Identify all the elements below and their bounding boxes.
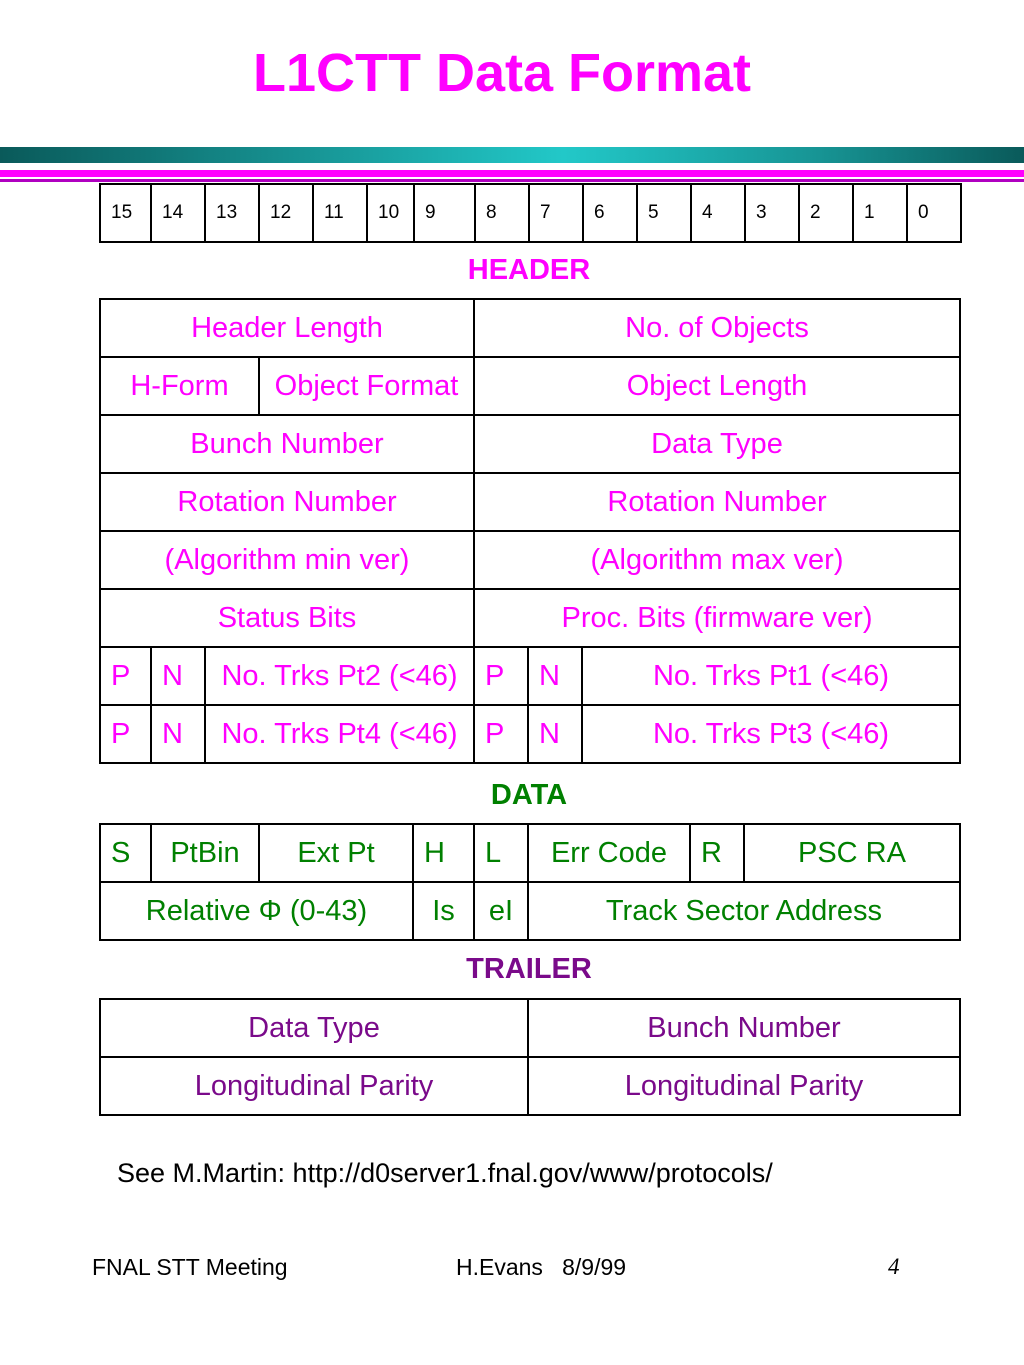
bunch-number-cell: Bunch Number <box>100 415 474 473</box>
algorithm-max-cell: (Algorithm max ver) <box>474 531 960 589</box>
trks-pt1-cell: No. Trks Pt1 (<46) <box>582 647 960 705</box>
page-number: 4 <box>888 1254 900 1279</box>
h-bit-cell: H <box>413 824 474 882</box>
proc-bits-cell: Proc. Bits (firmware ver) <box>474 589 960 647</box>
bit-number-cell: 8 <box>475 184 529 242</box>
p-flag-cell: P <box>474 647 528 705</box>
reference-footnote: See M.Martin: http://d0server1.fnal.gov/www/protocols/ <box>117 1158 773 1188</box>
table-row <box>100 647 960 705</box>
table-row <box>100 1057 960 1115</box>
n-flag-cell: N <box>151 647 205 705</box>
bit-number-cell: 13 <box>205 184 259 242</box>
p-flag-cell: P <box>100 647 151 705</box>
table-row <box>100 589 960 647</box>
table-row <box>100 357 960 415</box>
object-length-cell: Object Length <box>474 357 960 415</box>
relative-phi-cell: Relative Φ (0-43) <box>100 882 413 940</box>
r-bit-cell: R <box>690 824 744 882</box>
bit-number-cell: 0 <box>907 184 961 242</box>
bit-number-cell: 15 <box>100 184 151 242</box>
title-divider-magenta <box>0 170 1024 177</box>
table-row <box>100 882 960 940</box>
table-row <box>100 415 960 473</box>
bit-number-cell: 2 <box>799 184 853 242</box>
bit-number-cell: 11 <box>313 184 367 242</box>
footer-author-date: H.Evans 8/9/99 <box>456 1254 627 1280</box>
p-flag-cell: P <box>474 705 528 763</box>
trailer-data-type-cell: Data Type <box>100 999 528 1057</box>
p-flag-cell: P <box>100 705 151 763</box>
title-divider-magenta-thin <box>0 179 1024 182</box>
ptbin-cell: PtBin <box>151 824 259 882</box>
trailer-bunch-number-cell: Bunch Number <box>528 999 960 1057</box>
table-row <box>100 299 960 357</box>
is-bit-cell: Is <box>413 882 474 940</box>
table-row <box>100 531 960 589</box>
trailer-table <box>99 998 961 1116</box>
table-row <box>100 473 960 531</box>
n-flag-cell: N <box>151 705 205 763</box>
section-trailer-label: TRAILER <box>466 953 592 985</box>
trks-pt4-cell: No. Trks Pt4 (<46) <box>205 705 474 763</box>
table-row <box>100 999 960 1057</box>
bit-number-cell: 7 <box>529 184 583 242</box>
status-bits-cell: Status Bits <box>100 589 474 647</box>
data-type-cell: Data Type <box>474 415 960 473</box>
psc-ra-cell: PSC RA <box>744 824 960 882</box>
section-header-label: HEADER <box>467 254 591 286</box>
bit-number-cell: 4 <box>691 184 745 242</box>
err-code-cell: Err Code <box>528 824 690 882</box>
bit-number-cell: 10 <box>367 184 414 242</box>
s-bit-cell: S <box>100 824 151 882</box>
header-table <box>99 298 961 764</box>
trks-pt3-cell: No. Trks Pt3 (<46) <box>582 705 960 763</box>
ei-bit-cell: eI <box>474 882 528 940</box>
footer-meeting: FNAL STT Meeting <box>92 1254 288 1280</box>
n-flag-cell: N <box>528 647 582 705</box>
bit-number-cell: 6 <box>583 184 637 242</box>
bit-number-table <box>99 183 962 243</box>
table-row <box>100 705 960 763</box>
rotation-number-min-cell: Rotation Number <box>100 473 474 531</box>
ext-pt-cell: Ext Pt <box>259 824 413 882</box>
page-title: L1CTT Data Format <box>252 43 752 103</box>
n-flag-cell: N <box>528 705 582 763</box>
bit-number-cell: 3 <box>745 184 799 242</box>
data-table <box>99 823 961 941</box>
trks-pt2-cell: No. Trks Pt2 (<46) <box>205 647 474 705</box>
table-row <box>100 824 960 882</box>
header-length-cell: Header Length <box>100 299 474 357</box>
object-format-cell: Object Format <box>259 357 474 415</box>
no-of-objects-cell: No. of Objects <box>474 299 960 357</box>
algorithm-min-cell: (Algorithm min ver) <box>100 531 474 589</box>
bit-number-cell: 5 <box>637 184 691 242</box>
longitudinal-parity-cell: Longitudinal Parity <box>528 1057 960 1115</box>
bit-number-cell: 14 <box>151 184 205 242</box>
bit-number-cell: 12 <box>259 184 313 242</box>
track-sector-address-cell: Track Sector Address <box>528 882 960 940</box>
section-data-label: DATA <box>490 779 568 811</box>
bit-row <box>100 184 961 242</box>
bit-number-cell: 1 <box>853 184 907 242</box>
rotation-number-max-cell: Rotation Number <box>474 473 960 531</box>
bit-number-cell: 9 <box>414 184 475 242</box>
title-divider-teal <box>0 147 1024 163</box>
h-form-cell: H-Form <box>100 357 259 415</box>
l-bit-cell: L <box>474 824 528 882</box>
longitudinal-parity-cell: Longitudinal Parity <box>100 1057 528 1115</box>
